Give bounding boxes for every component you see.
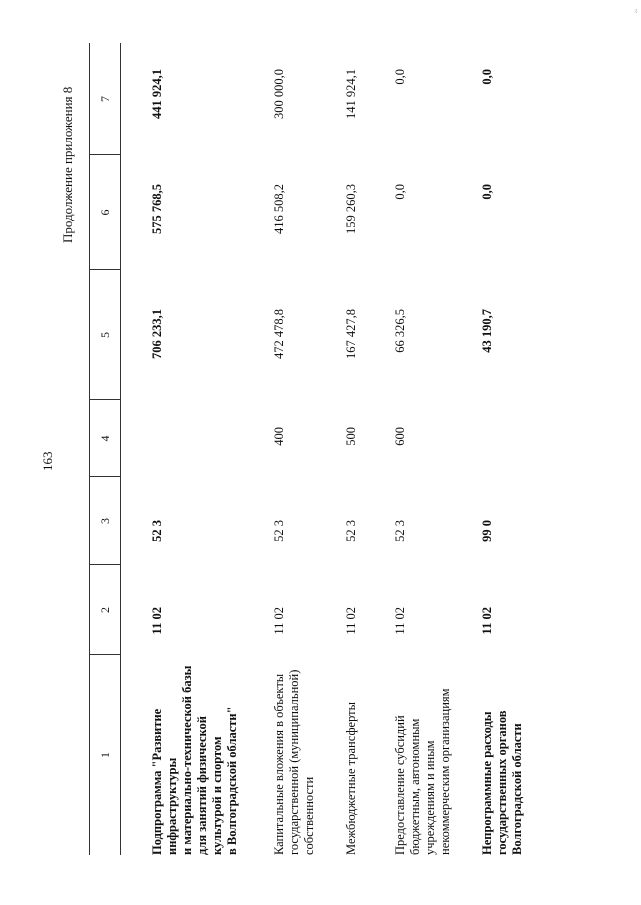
cell-target: 52 3 bbox=[393, 520, 407, 542]
row-label-line: государственных органов bbox=[495, 710, 509, 855]
cell-year-3: 441 924,1 bbox=[150, 69, 164, 119]
row-label-line: бюджетным, автономным bbox=[408, 718, 422, 855]
row-label-line: государственной (муниципальной) bbox=[287, 669, 301, 855]
cell-year-3: 0,0 bbox=[480, 69, 494, 85]
row-label-line: культурой и спортом bbox=[210, 736, 224, 855]
header-col-7: 7 bbox=[98, 96, 112, 102]
cell-year-2: 159 260,3 bbox=[344, 184, 358, 234]
row-label bbox=[393, 655, 453, 855]
row-label bbox=[150, 655, 240, 855]
row-label bbox=[480, 655, 525, 855]
header-bottom-rule bbox=[120, 43, 121, 855]
cell-target: 52 3 bbox=[344, 520, 358, 542]
cell-section: 11 02 bbox=[480, 607, 494, 635]
cell-expense-type: 400 bbox=[272, 427, 286, 446]
row-label-line: и материально-технической базы bbox=[180, 665, 194, 855]
cell-year-2: 416 508,2 bbox=[272, 184, 286, 234]
cell-section: 11 02 bbox=[344, 607, 358, 635]
cell-section: 11 02 bbox=[150, 607, 164, 635]
row-label-line: Волгоградской области bbox=[510, 723, 524, 855]
row-label-line: некоммерческим организациям bbox=[438, 688, 452, 855]
continuation-note: Продолжение приложения 8 bbox=[60, 86, 75, 243]
cell-year-1: 167 427,8 bbox=[344, 309, 358, 359]
row-label-line: Предоставление субсидий bbox=[393, 715, 407, 855]
header-col-5: 5 bbox=[98, 332, 112, 338]
row-label-line: Непрограммные расходы bbox=[480, 711, 494, 855]
cell-year-1: 706 233,1 bbox=[150, 309, 164, 359]
row-label-line: Капитальные вложения в объекты bbox=[272, 673, 286, 855]
row-label bbox=[344, 655, 359, 855]
cell-year-2: 0,0 bbox=[480, 184, 494, 200]
row-label bbox=[272, 655, 317, 855]
cell-year-2: 0,0 bbox=[393, 184, 407, 200]
cell-year-3: 0,0 bbox=[393, 69, 407, 85]
row-label-line: Подпрограмма "Развитие bbox=[150, 708, 164, 855]
cell-year-3: 141 924,1 bbox=[344, 69, 358, 119]
header-col-3: 3 bbox=[98, 518, 112, 524]
corner-mark: ~ bbox=[632, 8, 641, 13]
header-col-6: 6 bbox=[98, 209, 112, 216]
cell-year-1: 43 190,7 bbox=[480, 309, 494, 353]
cell-target: 52 3 bbox=[272, 520, 286, 542]
cell-section: 11 02 bbox=[393, 607, 407, 635]
cell-year-3: 300 000,0 bbox=[272, 69, 286, 119]
row-label-line: собственности bbox=[302, 776, 316, 855]
cell-year-1: 472 478,8 bbox=[272, 309, 286, 359]
cell-expense-type: 600 bbox=[393, 427, 407, 446]
row-label-line: для занятий физической bbox=[195, 716, 209, 855]
cell-target: 52 3 bbox=[150, 520, 164, 542]
cell-section: 11 02 bbox=[272, 607, 286, 635]
row-label-line: Межбюджетные трансферты bbox=[344, 701, 358, 855]
cell-year-1: 66 326,5 bbox=[393, 309, 407, 353]
row-label-line: в Волгоградской области" bbox=[225, 706, 239, 855]
cell-year-2: 575 768,5 bbox=[150, 184, 164, 234]
cell-target: 99 0 bbox=[480, 520, 494, 542]
header-col-4: 4 bbox=[98, 435, 112, 442]
row-label-line: учреждениям и иным bbox=[423, 740, 437, 855]
page-number: 163 bbox=[40, 451, 55, 471]
header-col-2: 2 bbox=[98, 607, 112, 613]
header-top-rule bbox=[89, 43, 90, 855]
header-col-1: 1 bbox=[98, 752, 112, 758]
row-label-line: инфраструктуры bbox=[165, 757, 179, 855]
cell-expense-type: 500 bbox=[344, 427, 358, 446]
